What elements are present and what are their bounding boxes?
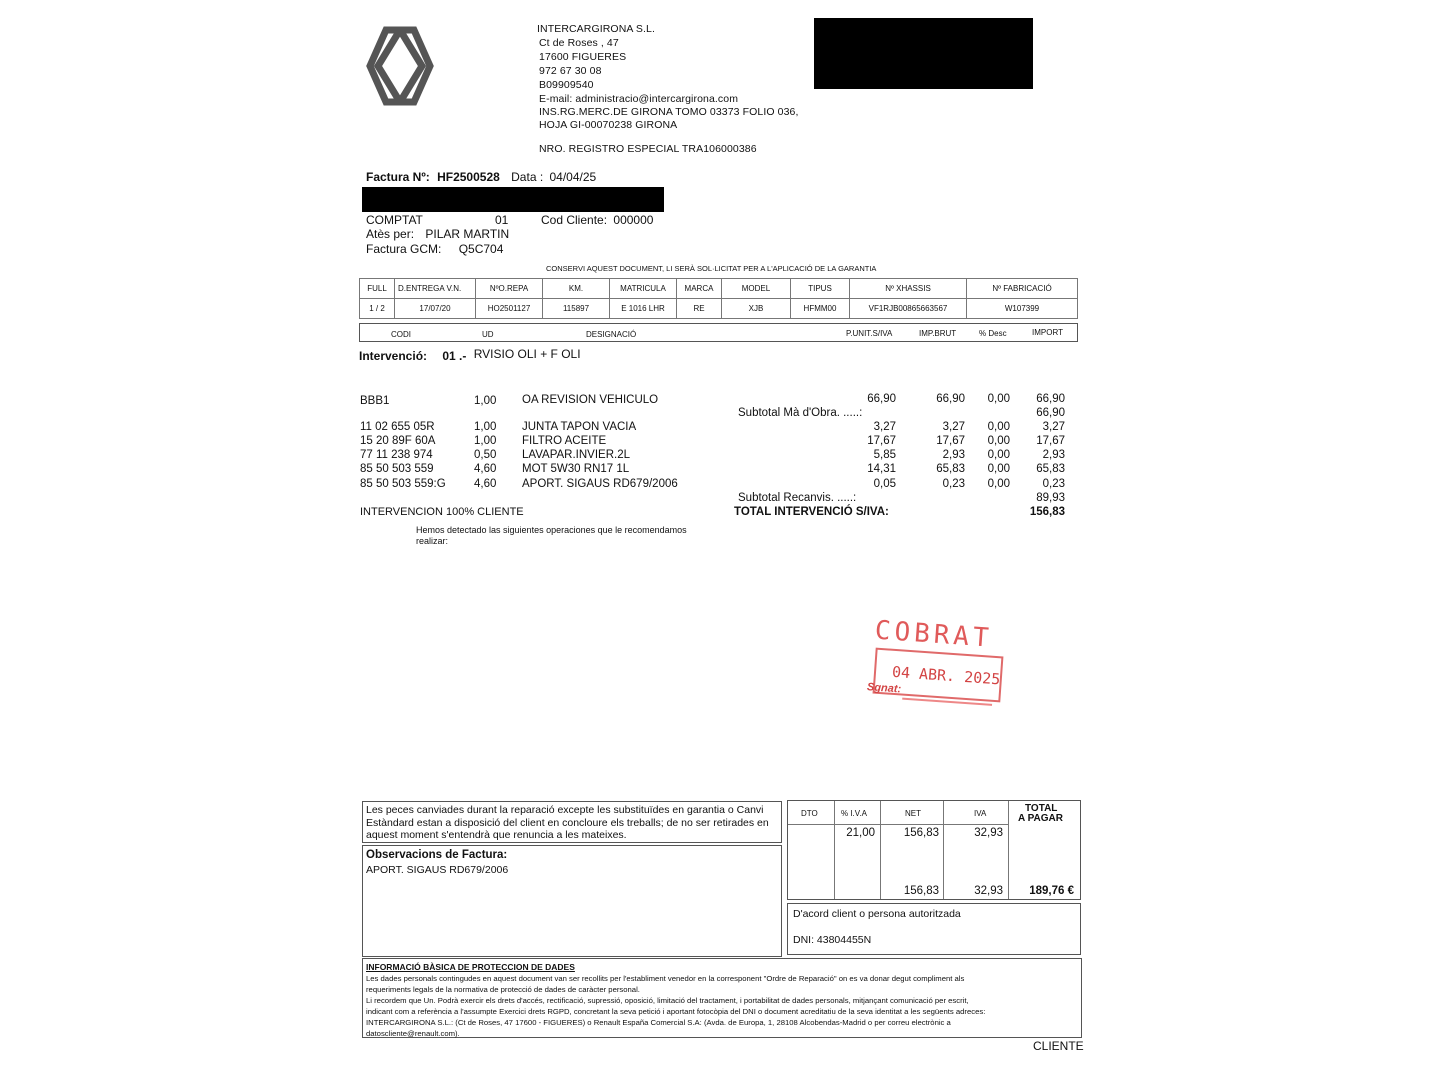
totals-divider: [1008, 801, 1009, 899]
line-amount: 0,23: [1042, 478, 1065, 490]
totals-box: [787, 800, 1081, 900]
vehicle-value-cell: XJB: [722, 299, 791, 319]
parts-subtotal: 89,93: [1036, 492, 1065, 504]
line-amount: 17,67: [1036, 435, 1065, 447]
gcm-line: [366, 242, 503, 256]
totals-iva-sum: 32,93: [974, 885, 1003, 897]
company-header: [537, 22, 799, 156]
line-discount: 0,00: [987, 435, 1010, 447]
line-item: [360, 477, 1080, 491]
invoice-number-label: Factura Nº:: [366, 170, 430, 184]
intervention-line: [359, 347, 581, 363]
company-registry-1: INS.RG.MERC.DE GIRONA TOMO 03373 FOLIO 036,: [539, 106, 799, 118]
line-item: [360, 434, 1080, 448]
redacted-client-line: [362, 187, 664, 212]
line-qty: 4,60: [474, 478, 497, 490]
totals-net-sum: 156,83: [903, 885, 939, 897]
observations-text: APORT. SIGAUS RD679/2006: [366, 864, 509, 876]
privacy-title: INFORMACIÓ BÀSICA DE PROTECCION DE DADES: [366, 962, 575, 972]
vehicle-header-cell: NºO.REPA: [476, 279, 543, 299]
parts-note-line-3: aquest moment s'entendrà que renuncia a les mateixes.: [366, 829, 627, 841]
vehicle-value-cell: HFMM00: [791, 299, 850, 319]
company-cif: B09909540: [539, 79, 594, 91]
privacy-line: Les dades personals contingudes en aquest document van ser recollits per l'establiment venedor en la corresponent "Ordre de Reparació" on es va donar degut compliment als: [366, 974, 965, 983]
parts-subtotal-row: [360, 491, 1080, 505]
line-amount: 2,93: [1042, 449, 1065, 461]
line-amount: 66,90: [1036, 393, 1065, 405]
privacy-line: requeriments legals de la normativa de protecció de dades de caràcter personal.: [366, 985, 640, 994]
vehicle-header-cell: TIPUS: [791, 279, 850, 299]
intervention-total: 156,83: [1029, 506, 1065, 518]
line-desc: MOT 5W30 RN17 1L: [522, 463, 630, 475]
vehicle-header-cell: MARCA: [677, 279, 722, 299]
line-unit-price: 3,27: [873, 421, 896, 433]
vehicle-header-row: [360, 279, 1078, 299]
parts-note-box: [362, 801, 782, 843]
privacy-text: [366, 973, 1078, 1039]
line-gross: 3,27: [942, 421, 965, 433]
line-gross: 2,93: [942, 449, 965, 461]
invoice-date-label: Data :: [511, 170, 544, 184]
payment-method: COMPTAT: [366, 213, 423, 227]
line-qty: 4,60: [474, 463, 497, 475]
stamp-date: 04 ABR. 2025: [891, 662, 1001, 689]
vehicle-header-cell: MODEL: [722, 279, 791, 299]
line-discount: 0,00: [987, 449, 1010, 461]
line-qty: 1,00: [474, 421, 497, 433]
col-codi: CODI: [391, 330, 411, 339]
totals-total-header-1: TOTAL: [1025, 803, 1058, 814]
line-item: [360, 420, 1080, 434]
client-code-line: [541, 213, 653, 227]
line-code: 77 11 238 974: [360, 449, 433, 461]
line-unit-price: 17,67: [867, 435, 896, 447]
attended-by-line: [366, 227, 509, 241]
totals-divider: [834, 801, 835, 899]
attended-by-label: Atès per:: [366, 227, 415, 241]
line-amount: 3,27: [1042, 421, 1065, 433]
line-unit-price: 66,90: [867, 393, 896, 405]
line-qty: 1,00: [474, 435, 497, 447]
col-desc: % Desc: [979, 329, 1007, 338]
grand-total: 189,76 €: [1029, 885, 1074, 897]
company-city: 17600 FIGUERES: [539, 51, 627, 63]
vehicle-value-cell: 17/07/20: [395, 299, 476, 319]
totals-iva-pct-header: % I.V.A: [841, 809, 867, 818]
recommendation-line-2: realizar:: [416, 536, 449, 546]
line-unit-price: 0,05: [873, 478, 896, 490]
intervention-number: 01 .-: [442, 349, 467, 363]
intervention-total-label: TOTAL INTERVENCIÓ S/IVA:: [734, 506, 889, 518]
recommendation-note: [416, 525, 687, 547]
privacy-line: Li recordem que Un. Podrà exercir els drets d'accés, rectificació, supressió, oposició, limitació del tractament, i portabilitat de dades personals, mitjançant comunicació per escrit,: [366, 996, 969, 1005]
invoice-date: 04/04/25: [549, 170, 597, 184]
privacy-line: INTERCARGIRONA S.L.: (Ct de Roses, 47 17600 - FIGUERES) o Renault España Comercial S.A: (Avda. de Europa, 1, 28108 Alcobendas-Madrid o per correu electrònic a: [366, 1018, 951, 1027]
totals-dto-header: DTO: [801, 809, 818, 818]
vehicle-header-cell: MATRICULA: [610, 279, 677, 299]
line-items-header: [359, 323, 1078, 342]
vehicle-value-cell: E 1016 LHR: [610, 299, 677, 319]
line-discount: 0,00: [987, 463, 1010, 475]
line-desc: APORT. SIGAUS RD679/2006: [522, 478, 678, 490]
labour-subtotal-row: [360, 406, 1080, 420]
stamp-signature: Sgnat:: [866, 681, 902, 696]
intervention-label: Intervenció:: [359, 349, 428, 363]
totals-header-rule: [788, 824, 1008, 825]
vehicle-header-cell: Nº XHASSIS: [850, 279, 967, 299]
parts-note-line-1: Les peces canviades durant la reparació excepte les substituïdes en garantia o Canvi: [366, 804, 764, 816]
vehicle-header-cell: FULL: [360, 279, 395, 299]
vehicle-value-cell: HO2501127: [476, 299, 543, 319]
totals-total-header-2: A PAGAR: [1018, 813, 1063, 824]
line-discount: 0,00: [987, 478, 1010, 490]
vehicle-value-cell: 1 / 2: [360, 299, 395, 319]
labour-subtotal: 66,90: [1036, 407, 1065, 419]
totals-iva-header: IVA: [974, 809, 987, 818]
line-qty: 0,50: [474, 449, 497, 461]
vehicle-header-cell: KM.: [543, 279, 610, 299]
signature-box: [787, 903, 1081, 955]
totals-iva: 32,93: [974, 827, 1003, 839]
line-discount: 0,00: [987, 393, 1010, 405]
intervention-total-row: [360, 505, 1080, 519]
privacy-box: [362, 958, 1082, 1038]
vehicle-value-row: [360, 299, 1078, 319]
line-unit-price: 14,31: [867, 463, 896, 475]
vehicle-value-cell: 115897: [543, 299, 610, 319]
attended-by: PILAR MARTIN: [425, 227, 510, 241]
line-item: [360, 392, 1080, 406]
line-code: 85 50 503 559: [360, 463, 434, 475]
line-desc: LAVAPAR.INVIER.2L: [522, 449, 631, 461]
conserve-note: CONSERVI AQUEST DOCUMENT, LI SERÀ SOL·LICITAT PER A L'APLICACIÓ DE LA GARANTIA: [546, 264, 877, 273]
col-ud: UD: [482, 330, 494, 339]
privacy-line: indicant com a referència a l'assumpte Exercici drets RGPD, concretant la seva petició i aportant fotocòpia del DNI o document acreditatiu de la seva identitat a les següents adreces:: [366, 1007, 986, 1016]
observations-box: [362, 845, 782, 957]
invoice-number: HF2500528: [437, 170, 500, 184]
line-gross: 0,23: [942, 478, 965, 490]
line-items: [360, 392, 1080, 522]
renault-logo: [366, 24, 434, 108]
recommendation-line-1: Hemos detectado las siguientes operaciones que le recomendamos: [416, 525, 687, 535]
line-qty: 1,00: [474, 395, 497, 407]
labour-subtotal-label: Subtotal Mà d'Obra. .....:: [738, 407, 863, 419]
line-item: [360, 448, 1080, 462]
paid-stamp: [861, 615, 1017, 720]
company-phone: 972 67 30 08: [539, 65, 602, 77]
company-registry-2: HOJA GI-00070238 GIRONA: [539, 119, 678, 131]
parts-subtotal-label: Subtotal Recanvis. .....:: [738, 492, 857, 504]
col-punit: P.UNIT.S/IVA: [846, 329, 893, 338]
line-item: [360, 462, 1080, 476]
company-address: Ct de Roses , 47: [539, 37, 619, 49]
line-code: 11 02 655 05R: [360, 421, 435, 433]
line-discount: 0,00: [987, 421, 1010, 433]
copy-label: CLIENTE: [1033, 1039, 1084, 1053]
gcm-number: Q5C704: [458, 242, 504, 256]
signature-dni: DNI: 43804455N: [793, 934, 872, 946]
vehicle-header-cell: D.ENTREGA V.N.: [395, 279, 476, 299]
special-registry: NRO. REGISTRO ESPECIAL TRA106000386: [539, 143, 757, 155]
col-impbrut: IMP.BRUT: [919, 329, 957, 338]
line-desc: OA REVISION VEHICULO: [522, 394, 659, 406]
observations-title: Observacions de Factura:: [366, 849, 508, 861]
invoice-number-line: [366, 170, 596, 184]
col-import: IMPORT: [1032, 328, 1063, 337]
client-code: 000000: [613, 213, 654, 227]
totals-net-header: NET: [905, 809, 921, 818]
signature-label: D'acord client o persona autoritzada: [793, 908, 961, 920]
payment-code: 01: [495, 213, 509, 227]
client-code-label: Cod Cliente:: [541, 213, 608, 227]
line-gross: 65,83: [936, 463, 965, 475]
parts-note-line-2: Estàndard estan a disposició del client en concloure els treballs; de no ser retirades en: [366, 816, 769, 829]
redacted-address-block: [814, 18, 1033, 89]
line-code: BBB1: [360, 395, 390, 407]
vehicle-value-cell: VF1RJB00865663567: [850, 299, 967, 319]
totals-divider: [880, 801, 881, 899]
company-email: E-mail: administracio@intercargirona.com: [539, 93, 739, 105]
vehicle-value-cell: W107399: [967, 299, 1078, 319]
col-designacio: DESIGNACIÓ: [586, 330, 637, 339]
totals-net: 156,83: [903, 827, 939, 839]
line-code: 85 50 503 559:G: [360, 478, 446, 490]
privacy-line: datoscliente@renault.com).: [366, 1029, 460, 1038]
client-percentage: INTERVENCION 100% CLIENTE: [360, 506, 524, 518]
line-gross: 17,67: [936, 435, 965, 447]
intervention-desc: RVISIO OLI + F OLI: [473, 347, 581, 361]
line-unit-price: 5,85: [873, 449, 896, 461]
totals-iva-pct: 21,00: [846, 827, 875, 839]
line-gross: 66,90: [936, 393, 965, 405]
vehicle-table: [359, 278, 1078, 319]
line-desc: JUNTA TAPON VACIA: [522, 421, 637, 433]
stamp-word: COBRAT: [873, 615, 994, 654]
company-name: INTERCARGIRONA S.L.: [537, 23, 656, 35]
gcm-label: Factura GCM:: [366, 242, 442, 256]
vehicle-header-cell: Nº FABRICACIÓ: [967, 279, 1078, 299]
line-amount: 65,83: [1036, 463, 1065, 475]
totals-divider: [943, 801, 944, 899]
line-code: 15 20 89F 60A: [360, 435, 436, 447]
line-desc: FILTRO ACEITE: [522, 435, 607, 447]
vehicle-value-cell: RE: [677, 299, 722, 319]
